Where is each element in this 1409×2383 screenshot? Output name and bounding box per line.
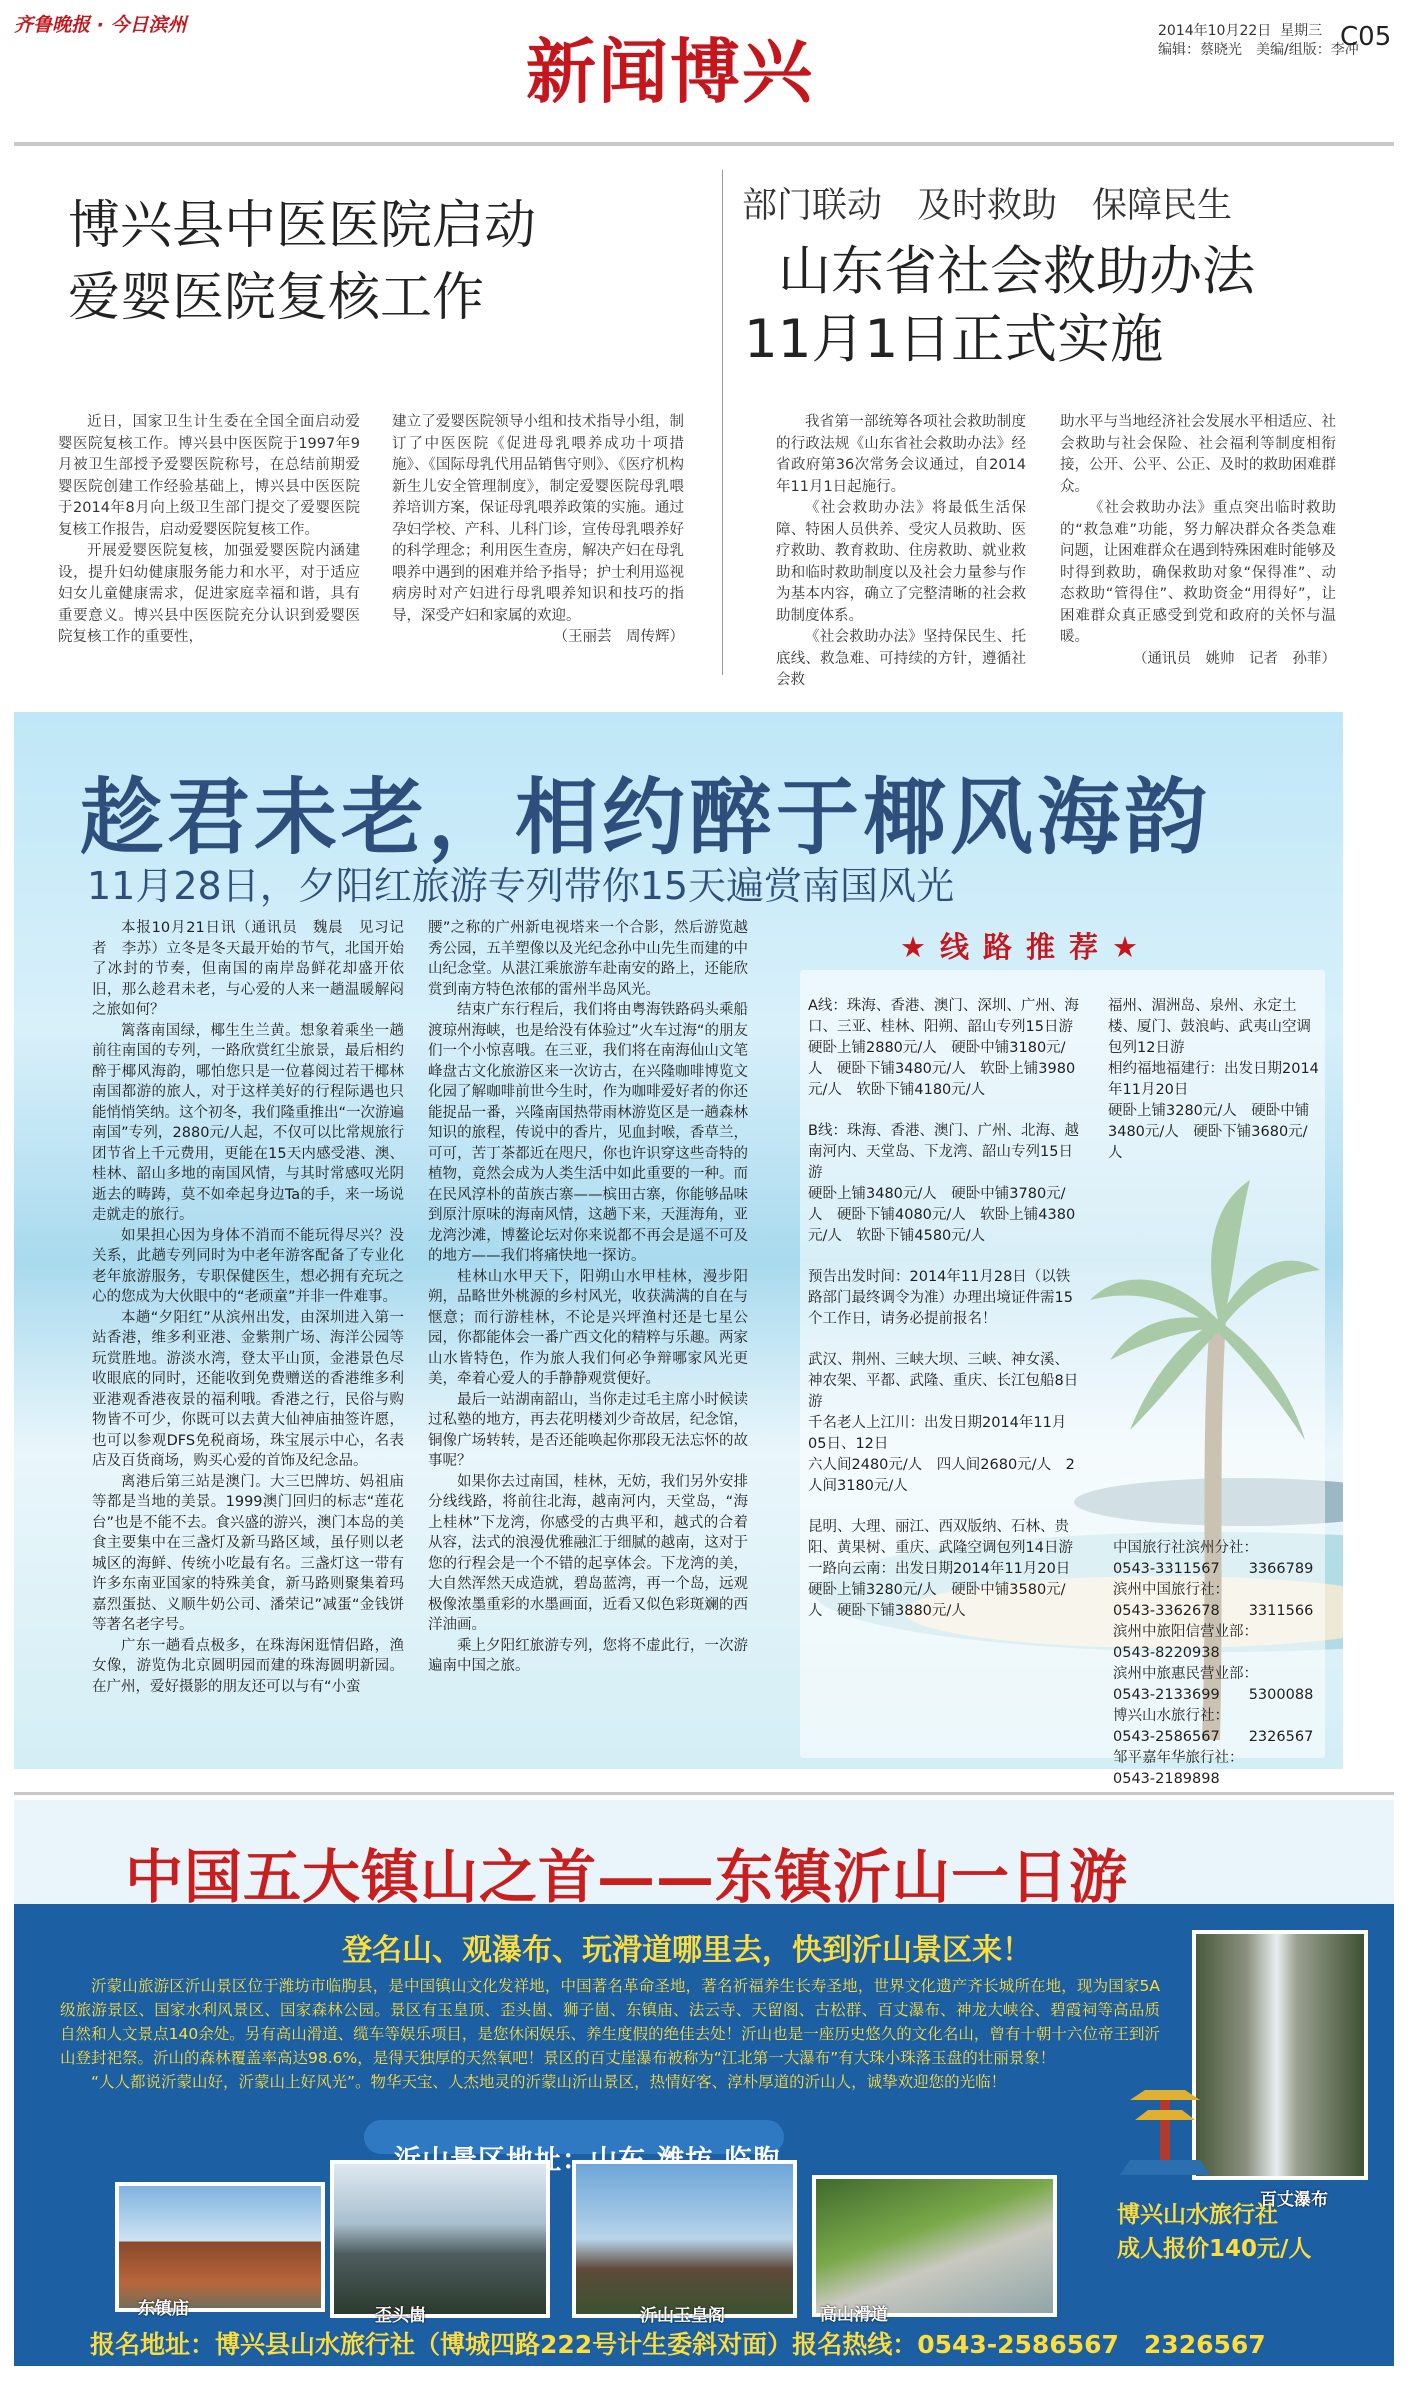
routes-heading [900,925,1152,966]
routes-col-left [808,996,1080,1622]
article1-col1 [58,412,360,649]
contact-line: 0543-3311567 3366789 [1113,1561,1314,1577]
paragraph: 近日，国家卫生计生委在全国全面启动爱婴医院复核工作。博兴县中医医院于1997年9月被卫生部授予爱婴医院称号，在总结前期爱婴医院创建工作经验基础上，博兴县中医医院于2014年8月向上级卫生部门提交了爱婴医院复核工作报告，启动爱婴医院复核工作。 [58,414,360,538]
agency-price: 成人报价140元/人 [1117,2236,1312,2262]
contact-line: 0543-2586567 2326567 [1113,1729,1314,1745]
contact-line: 邹平嘉年华旅行社： [1113,1750,1244,1766]
paragraph: 我省第一部统筹各项社会救助制度的行政法规《山东省社会救助办法》经省政府第36次常务会议通过，自2014年11月1日起施行。 [776,414,1026,495]
photo-caption: 高山滑道 [820,2305,888,2325]
article2-title-line2: 11月1日正式实施 [744,309,1164,370]
paragraph: 《社会救助办法》重点突出临时救助的“救急难”功能，努力解决群众各类急难问题，让困难群众在遇到特殊困难时能够及时得到救助，确保救助对象“保得准”、动态救助“管得住”、救助资金“用得好”，让困难群众真正感受到党和政府的关怀与温暖。 [1060,500,1336,645]
route-c-depart: 千名老人上江川：出发日期2014年11月05日、12日 [808,1415,1067,1452]
contact-line: 博兴山水旅行社： [1113,1708,1229,1724]
travel-col2 [428,918,748,1677]
travel-headline: 趁君未老，相约醉于椰风海韵 [80,768,1211,866]
contact-line: 中国旅行社滨州分社： [1113,1540,1258,1556]
paragraph: 篱落南国绿，椰生生兰黄。想象着乘坐一趟前往南国的专列，一路欣赏红尘旅景，最后相约醉于椰风海韵，哪怕您只是一位暮阅过若干椰林南国都游的旅人，对于这样美好的行程际遇也只能悄悄笑纳。这个初冬，我们隆重推出“一次游遍南国”专列，2880元/人起，不仅可以比常规旅行团节省上千元费用，更能在15天内感受港、澳、桂林、韶山多地的南国风情，与其时常感叹光阴逝去的畴踌，莫不如牵起身边Ta的手，来一场说走就走的旅行。 [92,1022,405,1223]
ad-description [60,1974,1160,2094]
jade-emperor-pavilion-photo [572,2160,797,2318]
route-d-depart: 一路向云南：出发日期2014年11月20日 [808,1561,1071,1577]
paragraph: 沂蒙山旅游区沂山景区位于潍坊市临朐县，是中国镇山文化发祥地，中国著名革命圣地，著名祈福养生长寿圣地，世界文化遗产齐长城所在地，现为国家5A级旅游景区、国家水利风景区、国家森林公园。景区有玉皇顶、歪头崮、狮子崮、东镇庙、法云寺、天留阁、古松群、百丈瀑布、神龙大峡谷、碧霞祠等高品质自然和人文景点140余处。另有高山滑道、缆车等娱乐项目，是您休闲娱乐、养生度假的绝佳去处！沂山也是一座历史悠久的文化名山，曾有十朝十六位帝王到沂山登封祀祭。沂山的森林覆盖率高达98.6%，是得天独厚的天然氧吧！景区的百丈崖瀑布被称为“江北第一大瀑布”有大珠小珠落玉盘的壮丽景象！ [60,1977,1160,2067]
ad-registration: 报名地址：博兴县山水旅行社（博城四路222号计生委斜对面）报名热线：0543-2586567 2326567 [90,2330,1266,2359]
article2-col1 [776,412,1026,692]
paragraph: 助水平与当地经济社会发展水平相适应、社会救助与社会保险、社会福利等制度相衔接，公开、公平、公正、及时的救助困难群众。 [1060,414,1336,495]
alpine-slide-photo [812,2175,1057,2317]
waitou-peak-photo [330,2160,550,2318]
paragraph: 桂林山水甲天下，阳朔山水甲桂林，漫步阳朔，品略世外桃源的乡村风光，收获满满的自在与惬意；而行游桂林，不论是兴坪渔村还是七星公园，你都能体会一番广西文化的精粹与乐趣。两家山水皆特色，作为旅人我们何必争辩哪家风光更美，牵着心爱人的手静静观赏便好。 [428,1268,748,1387]
paragraph: “人人都说沂蒙山好，沂蒙山上好风光”。物华天宝、人杰地灵的沂蒙山沂山景区，热情好客、淳朴厚道的沂山人，诚挚欢迎您的光临！ [91,2073,1007,2091]
article2-col2 [1060,412,1336,670]
routes-heading-text: 线路推荐 [940,930,1113,964]
paragraph: 建立了爱婴医院领导小组和技术指导小组，制订了中医医院《促进母乳喂养成功十项措施》、《国际母乳代用品销售守则》、《医疗机构新生儿安全管理制度》，制定爱婴医院母乳喂养培训方案，保证母乳喂养政策的实施。通过孕妇学校、产科、儿科门诊，宣传母乳喂养好的科学理念；利用医生查房，解决产妇在母乳喂养中遇到的困难并给予指导；护士利用巡视病房时对产妇进行母乳喂养知识和技巧的指导，深受产妇和家属的欢迎。 [392,414,684,624]
paragraph: 如果担心因为身体不消而不能玩得尽兴？没关系，此趟专列同时为中老年游客配备了专业化老年旅游服务，专职保健医生，想必拥有充玩之心的您成为大伙眼中的“老顽童”并非一件难事。 [92,1227,404,1305]
issue-weekday: 星期三 [1280,23,1323,39]
dongzhen-temple-photo [115,2182,325,2312]
contact-line: 滨州中国旅行社： [1113,1582,1229,1598]
paragraph: 腰”之称的广州新电视塔来一个合影，然后游览越秀公园，五羊塑像以及光纪念孙中山先生而建的中山纪念堂。从湛江乘旅游车赴南安的路上，还能欣赏到南方特色浓郁的雷州半岛风光。 [428,920,748,998]
route-d-prices: 硬卧上铺3280元/人 硬卧中铺3580元/人 硬卧下铺3880元/人 [808,1582,1066,1619]
photo-caption: 歪头崮 [375,2306,426,2326]
paragraph: 最后一站湖南韶山，当你走过毛主席小时候读过私塾的地方，再去花明楼刘少奇故居，纪念馆，铜像广场转转，是否还能唤起你那段无法忘怀的故事呢？ [428,1391,748,1469]
ad-slogan: 登名山、观瀑布、玩滑道哪里去，快到沂山景区来！ [342,1933,1032,1968]
article1-title-line2: 爱婴医院复核工作 [68,268,485,328]
ad-title: 中国五大镇山之首——东镇沂山一日游 [125,1843,1129,1911]
route-a-prices: 硬卧上铺2880元/人 硬卧中铺3180元/人 硬卧下铺3480元/人 软卧上铺3980元/人 软卧下铺4180元/人 [808,1040,1076,1098]
star-icon: ★ [900,930,940,964]
travel-col1 [92,918,404,1697]
issue-date: 2014年10月22日 [1158,23,1272,39]
photo-caption: 百丈瀑布 [1260,2190,1328,2210]
issue-meta [1158,22,1359,60]
paragraph: 开展爱婴医院复核，加强爱婴医院内涵建设，提升妇幼健康服务能力和水平，对于适应妇女儿童健康需求，促进家庭幸福和谐，具有重要意义。博兴县中医医院充分认识到爱婴医院复核工作的重要性， [58,543,360,645]
editors: 编辑：蔡晓光 美编/组版：李冲 [1158,42,1359,58]
star-icon: ★ [1112,930,1153,964]
contact-line: 0543-3362678 3311566 [1113,1603,1314,1619]
agency-name: 博兴山水旅行社 [1117,2202,1278,2228]
route-e-title: 福州、湄洲岛、泉州、永定土楼、厦门、鼓浪屿、武夷山空调包列12日游 [1108,998,1311,1056]
article1-title-line1: 博兴县中医医院启动 [68,196,537,256]
contact-line: 滨州中旅惠民营业部： [1113,1666,1258,1682]
contact-line: 滨州中旅阳信营业部： [1113,1624,1258,1640]
paragraph: 《社会救助办法》坚持保民生、托底线、救急难、可持续的方针，遵循社会救 [776,629,1026,688]
route-b-prices: 硬卧上铺3480元/人 硬卧中铺3780元/人 硬卧下铺4080元/人 软卧上铺4380元/人 软卧下铺4580元/人 [808,1186,1076,1244]
paragraph: 离港后第三站是澳门。大三巴牌坊、妈祖庙等都是当地的美景。1999澳门回归的标志“莲花台”也是不能不去。食兴盛的游兴，澳门本岛的美食主要集中在三盏灯及新马路区域，虽仔则以老城区的海鲜、传统小吃最有名。三盏灯这一带有许多东南亚国家的特殊美食，新马路则聚集着玛嘉烈蛋挞、义顺牛奶公司、潘荣记”减蛋“金钱饼等著名老字号。 [92,1473,405,1633]
paragraph: 本报10月21日讯（通讯员 魏晨 见习记者 李苏）立冬是冬天最开始的节气，北国开始了冰封的节奏，但南国的南岸岛鲜花却盛开依旧，那么趁君未老，与心爱的人来一趟温暖解闷之旅如何？ [92,920,404,1018]
article1-headline [68,190,536,334]
route-b-title: B线：珠海、香港、澳门、广州、北海、越南河内、天堂岛、下龙湾、韶山专列15日游 [808,1123,1079,1181]
section-title: 新闻博兴 [526,30,814,113]
route-d-title: 昆明、大理、丽江、西双版纳、石林、贵阳、黄果树、重庆、武隆空调包列14日游 [808,1519,1073,1556]
section-rule [14,1792,1394,1795]
route-e-depart: 相约福地福建行：出发日期2014年11月20日 [1108,1061,1319,1098]
paragraph: 本趟“夕阳红”从滨州出发，由深圳进入第一站香港，维多利亚港、金紫荆广场、海洋公园等玩赏胜地。游淡水湾，登太平山顶，金港景色尽收眼底的同时，还能收到免费赠送的香港维多利亚港观香港夜景的福利哦。香港之行，民俗与购物皆不可少，你既可以去黄大仙神庙抽签许愿，也可以参观DFS免税商场，珠宝展示中心，名表店及百货商场，购买心爱的首饰及纪念品。 [92,1309,404,1469]
header-rule [14,142,1394,146]
paragraph: 广东一趟看点极多，在珠海闲逛情侣路，渔女像，游览伪北京圆明园而建的珠海圆明新园。在广州，爱好摄影的朋友还可以与有“小蛮 [92,1637,404,1695]
route-e-prices: 硬卧上铺3280元/人 硬卧中铺3480元/人 硬卧下铺3680元/人 [1108,1103,1310,1161]
page-number: C05 [1340,22,1392,52]
route-a-title: A线：珠海、香港、澳门、深圳、广州、海口、三亚、桂林、阳朔、韶山专列15日游 [808,998,1079,1035]
article2-kicker: 部门联动 及时救助 保障民生 [742,186,1233,226]
route-c-prices: 六人间2480元/人 四人间2680元/人 2人间3180元/人 [808,1457,1075,1494]
paragraph: 如果你去过南国，桂林，无妨，我们另外安排分线线路，将前往北海，越南河内，天堂岛，“海上桂林”下龙湾，你感受的古典平和，越式的合着从容，法式的浪漫优雅融汇于细腻的越南，这对于您的行程会是一个不错的起享体会。下龙湾的美，大自然浑然天成造就，碧岛蓝湾，再一个岛，远观极像浓墨重彩的水墨画面，近看又似色彩斑斓的西洋油画。 [428,1473,748,1633]
paragraph: 《社会救助办法》将最低生活保障、特困人员供养、受灾人员救助、医疗救助、教育救助、住房救助、就业救助和临时救助制度以及社会力量参与作为基本内容，确立了完整清晰的社会救助制度体系。 [776,500,1026,624]
paper-brand: 齐鲁晚报 · 今日滨州 [14,14,187,36]
ad-agency [1117,2198,1311,2266]
contact-line: 0543-2133699 5300088 [1113,1687,1314,1703]
contact-line: 0543-8220938 [1113,1645,1220,1661]
article1-col2 [392,412,684,649]
pagoda-illustration [1090,2060,1240,2180]
article2-title-line1: 山东省社会救助办法 [778,241,1255,302]
paragraph: 结束广东行程后，我们将由粤海铁路码头乘船渡琼州海峡，也是给没有体验过”火车过海“的朋友们一个小惊喜哦。在三亚，我们将在南海仙山文笔峰盘古文化旅游区来一次访古，在兴隆咖啡博览文化园了解咖啡前世今生时，作为咖啡爱好者的你还能捉品一番，兴隆南国热带雨林游览区是一趟森林知识的旅程，传说中的香片，见血封喉，香草兰，可可，苦丁茶都近在咫尺，你也许识穿这些奇特的植物，竟然会成为人类生活中如此重要的一种。而在民风淳朴的苗族古寨——槟田古寨，你能够品味到原汁原味的海南风情，这趟下来，天涯海角，亚龙湾沙滩，博鳌论坛对你来说都不再会是遥不可及的地方——我们将痛快地一探访。 [428,1002,748,1264]
routes-col-right [1108,996,1320,1164]
column-divider [722,170,723,675]
article1-byline: （王丽芸 周传辉） [553,629,684,645]
photo-caption: 东镇庙 [138,2299,189,2319]
article2-byline: （通讯员 姚帅 记者 孙菲） [1133,650,1336,667]
route-c-title: 武汉、荆州、三峡大坝、三峡、神女溪、神农架、平都、武隆、重庆、长江包船8日游 [808,1352,1079,1410]
paragraph: 乘上夕阳红旅游专列，您将不虚此行，一次游遍南中国之旅。 [428,1637,748,1674]
departure-note: 预告出发时间：2014年11月28日（以铁路部门最终调令为准）办理出境证件需15个工作日，请务必提前报名！ [808,1269,1073,1327]
contact-line: 0543-2189898 [1113,1771,1220,1787]
article2-headline [744,238,1255,374]
photo-caption: 沂山玉皇阁 [640,2306,725,2326]
travel-subheadline: 11月28日，夕阳红旅游专列带你15天遍赏南国风光 [87,864,955,908]
agency-contacts [1113,1538,1325,1790]
